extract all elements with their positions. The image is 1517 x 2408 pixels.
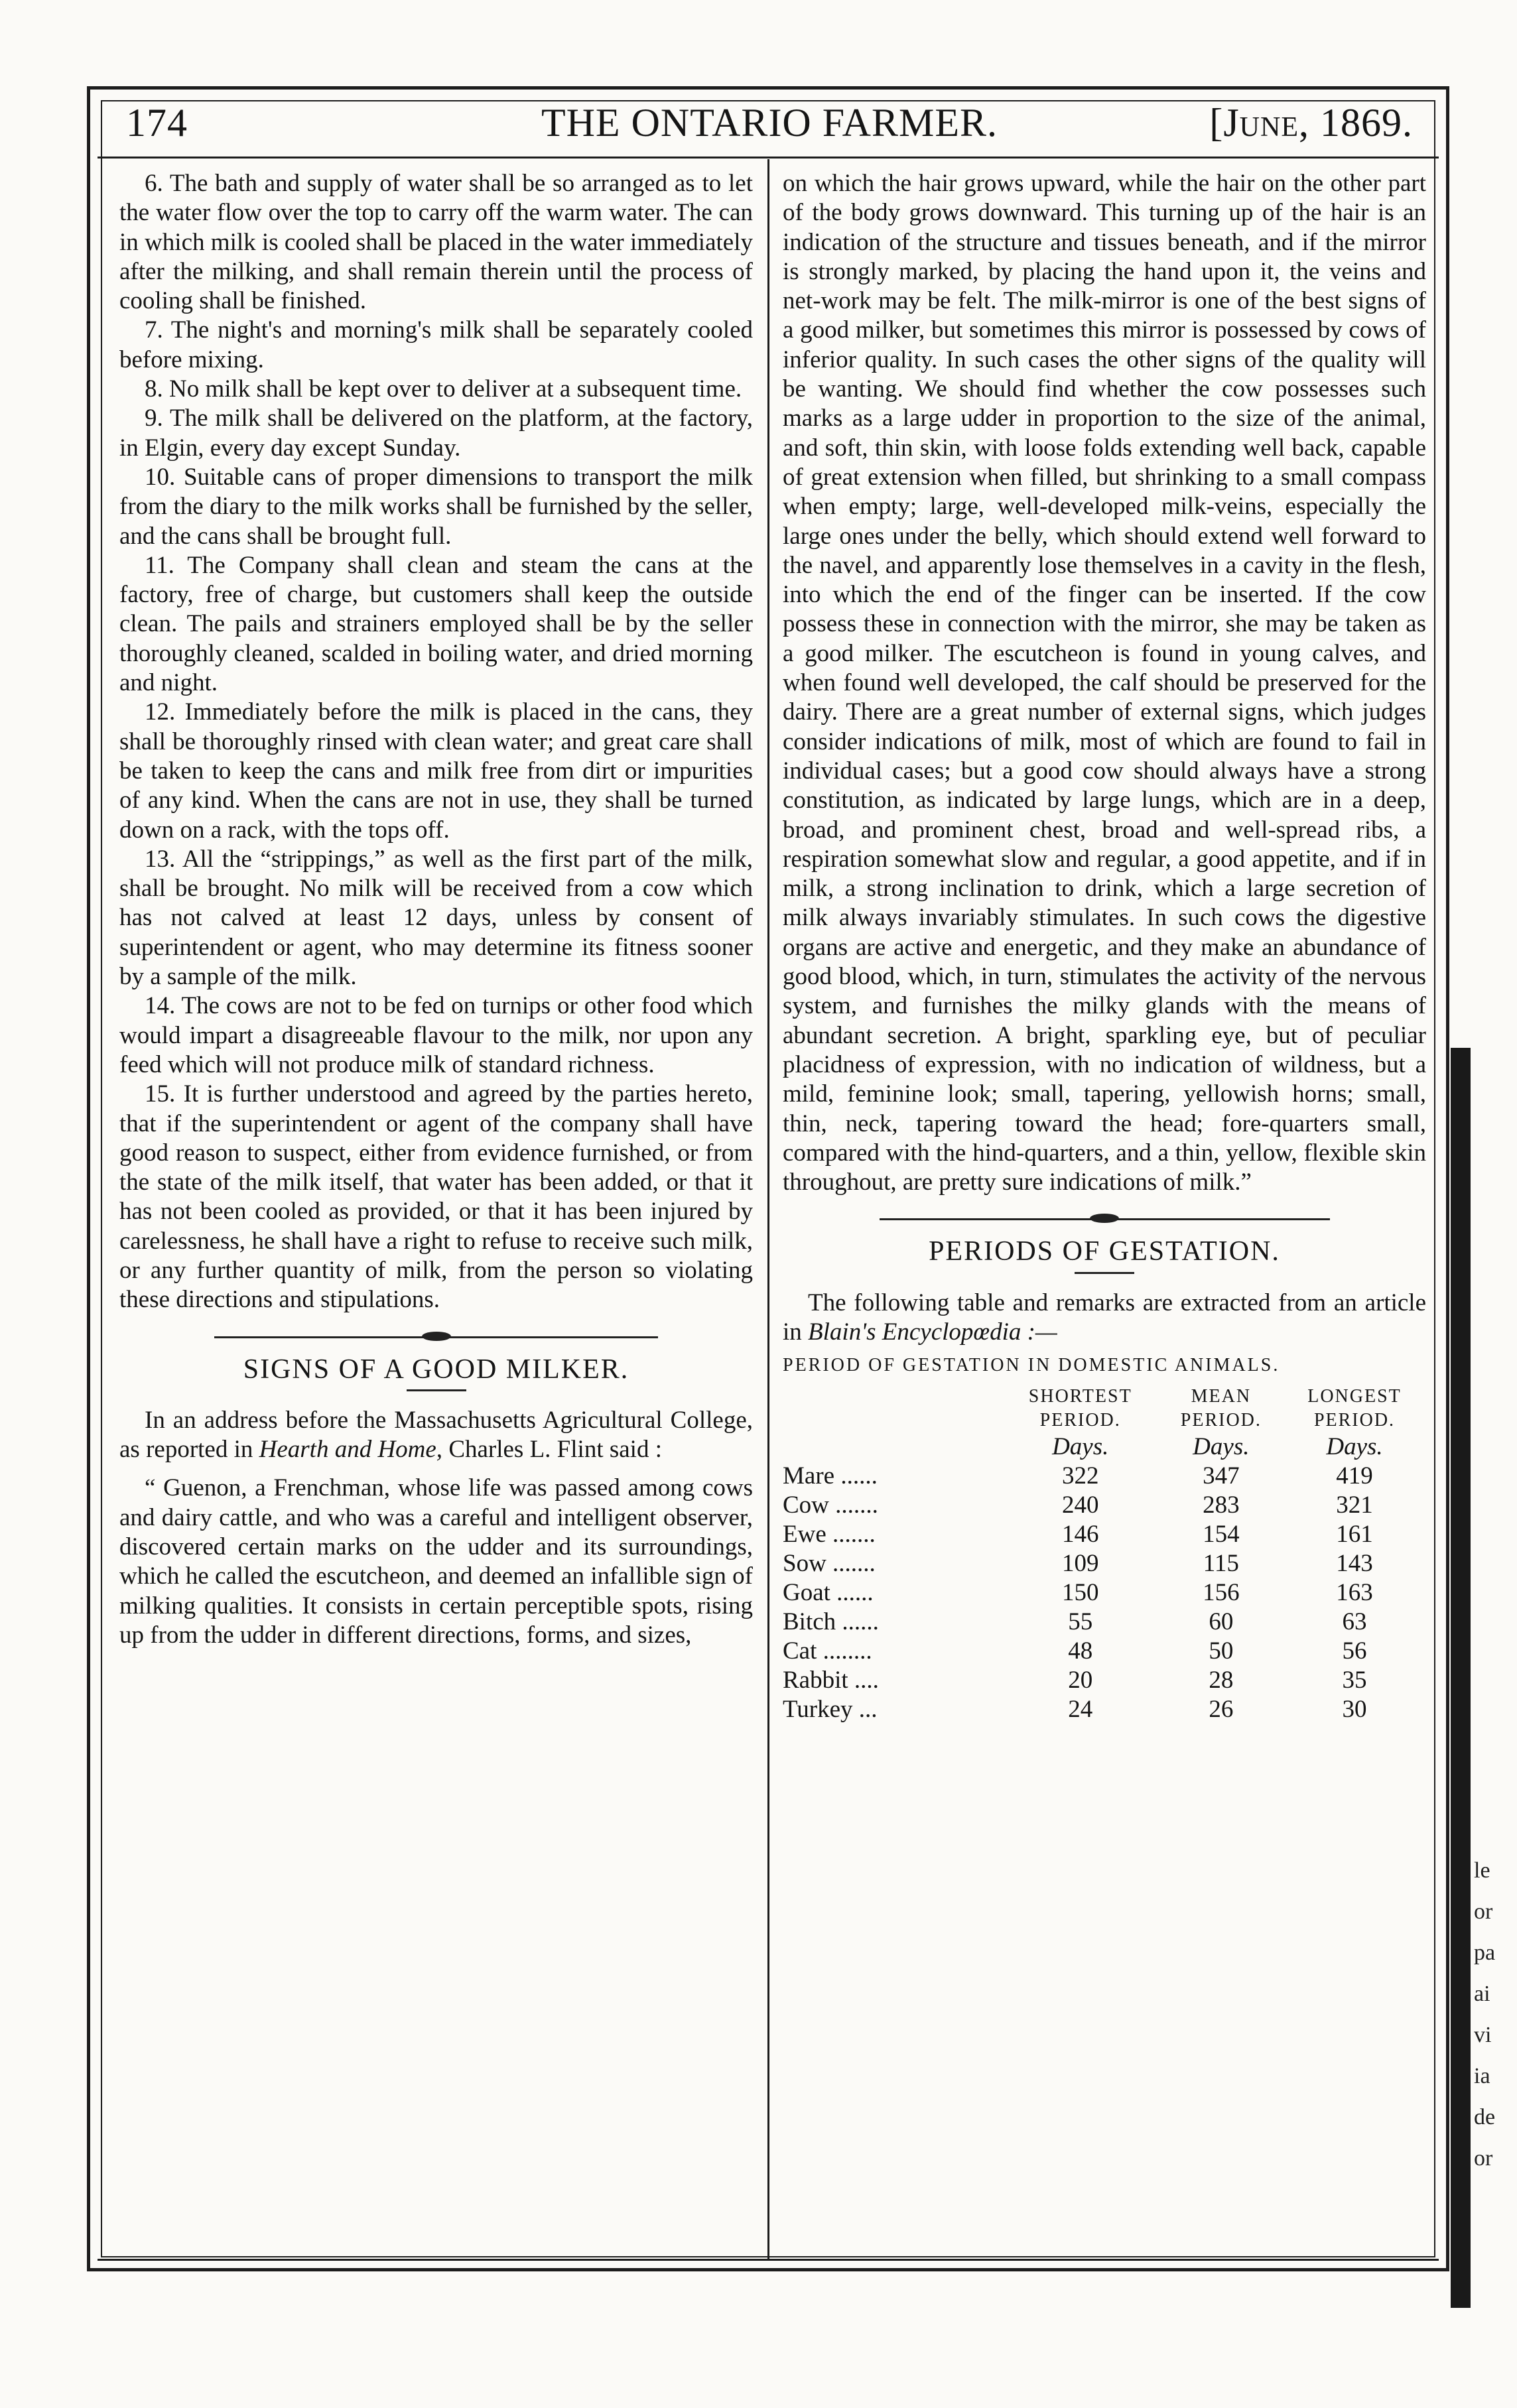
edge-fragment: or [1474,1899,1493,1924]
longest-cell: 419 [1336,1462,1373,1489]
longest-cell: 56 [1342,1637,1367,1665]
mean-cell: 26 [1209,1695,1234,1723]
shortest-cell: 20 [1068,1666,1093,1694]
heading-rule [407,1389,466,1391]
journal-title: THE ONTARIO FARMER. [541,101,998,145]
rule-paragraph: 9. The milk shall be delivered on the platform, at the factory, in Elgin, every day except Sunday. [119,405,753,462]
rule-paragraph: 7. The night's and morning's milk shall be separately cooled before mixing. [119,316,753,373]
animal-cell: Turkey ... [783,1695,878,1723]
mean-cell: 115 [1203,1549,1239,1577]
shortest-cell: 55 [1068,1608,1093,1635]
rules-list [119,169,753,1315]
table-row [783,1578,1426,1608]
animal-cell: Cat ........ [783,1637,872,1665]
edge-fragment: vi [1474,2023,1492,2047]
header-rule [98,157,1439,158]
longest-cell: 63 [1342,1608,1367,1635]
source-title: Hearth and Home, [259,1436,443,1464]
shortest-cell: 322 [1061,1462,1099,1489]
table-row [783,1637,1426,1666]
quote-continuation: on which the hair grows upward, while the hair on the other part of the body grows downward. This turning up of the hair is an indication of the structure and tissues beneath, and if the mirror is strongly marked, by placing the hand upon it, the veins and net-work may be felt. The milk-mirror is one of the best signs of a good milker, but sometimes this mirror is possessed by cows of inferior quality. In such cases the other signs of the quality will be wanting. We should find whether the cow possesses such marks as a large udder in proportion to the size of the animal, and soft, thin skin, with loose folds extending well back, capable of great extension when filled, but shrinking to a small compass when empty; large, well-developed milk-veins, especially the large ones under the belly, which should extend well forward to the navel, and apparently lose themselves in a cavity in the flesh, into which the end of the finger can be inserted. If the cow possess these in connection with the mirror, she may be taken as a good milker. The escutcheon is found in young calves, and when found well developed, the calf should be preserved for the dairy. There are a great number of external signs, which judges consider indications of milk, most of which are found to fail in individual cases; but a good cow should always have a strong constitution, as indicated by large lungs, which are in a deep, broad, and prominent chest, broad and well-spread ribs, a respiration somewhat slow and regular, a good appetite, and if in milk, a strong inclination to drink, which a large secretion of milk always invariably stimulates. In such cows the digestive organs are active and energetic, and they make an abundance of good blood, which, in turn, stimulates the activity of the nervous system, and furnishes the milky glands with the means of abundant secretion. A bright, sparkling eye, but of peculiar placidness of expression, with no indication of wildness, but a mild, feminine look; small, tapering, yellowish horns; small, thin, neck, tapering toward the head; fore-quarters small, compared with the hind-quarters, and a thin, yellow, flexible skin throughout, are pretty sure indications of milk.” [783,170,1426,1196]
running-header [113,93,1426,153]
issue-date: [June, 1869. [1209,101,1413,145]
longest-cell: 321 [1336,1491,1373,1519]
table-row [783,1608,1426,1637]
longest-cell: 163 [1336,1578,1373,1606]
table-row [783,1520,1426,1549]
edge-fragment: or [1474,2146,1493,2171]
table-title: PERIOD OF GESTATION IN DOMESTIC ANIMALS. [783,1355,1280,1376]
edge-fragment: ia [1474,2064,1490,2088]
gestation-intro: The following table and remarks are extracted from an article in Blain's Encyclopœdia :— [783,1289,1426,1346]
animal-cell: Rabbit .... [783,1666,879,1694]
table-row [783,1695,1426,1724]
rule-paragraph: 10. Suitable cans of proper dimensions to transport the milk from the diary to the milk works shall be furnished by the seller, and the cans shall be brought full. [119,463,753,550]
bottom-rule [98,2259,1439,2261]
quote-paragraph: “ Guenon, a Frenchman, whose life was passed among cows and dairy cattle, and who was a careful and intelligent observer, discovered certain marks on the udder and its surroundings, which he called the escutcheon, and deemed an infallible sign of milking qualities. It consists in certain perceptible spots, rising up from the udder in different directions, forms, and sizes, [119,1474,753,1649]
gestation-table [783,1385,1426,1724]
edge-fragment: de [1474,2105,1496,2129]
section-ornament [119,1323,753,1350]
mean-cell: 60 [1209,1608,1234,1635]
mean-cell: 50 [1209,1637,1234,1665]
col-header-shortest: SHORTEST PERIOD. [1028,1385,1132,1430]
col-header-longest: LONGEST PERIOD. [1307,1385,1402,1430]
rule-paragraph: 11. The Company shall clean and steam the cans at the factory, free of charge, but customers shall keep the outside clean. The pails and strainers employed shall be by the seller thoroughly cleaned, scalded in boiling water, and dried morning and night. [119,551,753,697]
column-divider [767,159,769,2259]
intro-paragraph: In an address before the Massachusetts Agricultural College, as reported in Hearth and Home, Charles L. Flint said : [119,1406,753,1464]
heading-rule [1075,1272,1134,1274]
mean-cell: 28 [1209,1666,1234,1694]
animal-cell: Cow ....... [783,1491,878,1519]
col-header-mean: MEAN PERIOD. [1180,1385,1262,1430]
shortest-cell: 109 [1061,1549,1099,1577]
section-heading-good-milker: SIGNS OF A GOOD MILKER. [243,1354,629,1385]
section-ornament [783,1205,1426,1232]
unit-label: Days. [1193,1432,1250,1460]
longest-cell: 161 [1336,1520,1373,1548]
rule-paragraph: 14. The cows are not to be fed on turnips or other food which would impart a disagreeable flavour to the milk, nor upon any feed which will not produce milk of standard richness. [119,992,753,1078]
section-heading-gestation: PERIODS OF GESTATION. [929,1236,1280,1267]
mean-cell: 156 [1203,1578,1240,1606]
rule-paragraph: 15. It is further understood and agreed by the parties hereto, that if the superintendent or agent of the company shall have good reason to suspect, either from evidence furnished, or from the state of the milk itself, that water has been added, or that it has not been cooled as provided, or that it has been injured by carelessness, he shall have a right to refuse to receive such milk, or any further quantity of milk, from the person so violating these directions and stipulations. [119,1080,753,1314]
shortest-cell: 24 [1068,1695,1093,1723]
table-row [783,1549,1426,1578]
mean-cell: 283 [1203,1491,1240,1519]
longest-cell: 143 [1336,1549,1373,1577]
table-header-row [783,1385,1426,1432]
unit-label: Days. [1052,1432,1109,1460]
edge-fragment: ai [1474,1982,1490,2006]
rule-paragraph: 8. No milk shall be kept over to deliver at a subsequent time. [145,375,742,403]
shortest-cell: 146 [1061,1520,1099,1548]
page-number: 174 [126,101,188,145]
right-column [783,169,1426,1724]
table-body [783,1462,1426,1724]
source-title: Blain's Encyclopœdia :— [808,1318,1057,1346]
units-row [783,1432,1426,1462]
longest-cell: 35 [1342,1666,1367,1694]
table-row [783,1666,1426,1695]
longest-cell: 30 [1342,1695,1367,1723]
animal-cell: Mare ...... [783,1462,878,1489]
shortest-cell: 150 [1061,1578,1099,1606]
rule-paragraph: 13. All the “strippings,” as well as the first part of the milk, shall be brought. No milk will be received from a cow which has not calved at least 12 days, unless by consent of superintendent or agent, who may determine its fitness sooner by a sample of the milk. [119,845,753,991]
shortest-cell: 48 [1068,1637,1093,1665]
animal-cell: Bitch ...... [783,1608,879,1635]
rule-paragraph: 12. Immediately before the milk is placed in the cans, they shall be thoroughly rinsed with clean water; and great care shall be taken to keep the cans and milk free from dirt or impurities of any kind. When the cans are not in use, they shall be turned down on a rack, with the tops off. [119,698,753,844]
unit-label: Days. [1326,1432,1383,1460]
edge-fragment: le [1474,1858,1490,1883]
table-row [783,1462,1426,1491]
mean-cell: 347 [1203,1462,1240,1489]
binding-edge [1451,1048,1471,2308]
adjacent-page-fragments [1474,1850,1514,2179]
edge-fragment: pa [1474,1940,1496,1965]
table-row [783,1491,1426,1520]
animal-cell: Ewe ....... [783,1520,876,1548]
rule-paragraph: 6. The bath and supply of water shall be so arranged as to let the water flow over the top to carry off the warm water. The can in which milk is cooled shall be placed in the water immediately after the milking, and shall remain therein until the process of cooling shall be finished. [119,170,753,315]
mean-cell: 154 [1203,1520,1240,1548]
left-column [119,169,753,1650]
animal-cell: Goat ...... [783,1578,874,1606]
animal-cell: Sow ....... [783,1549,876,1577]
shortest-cell: 240 [1061,1491,1099,1519]
